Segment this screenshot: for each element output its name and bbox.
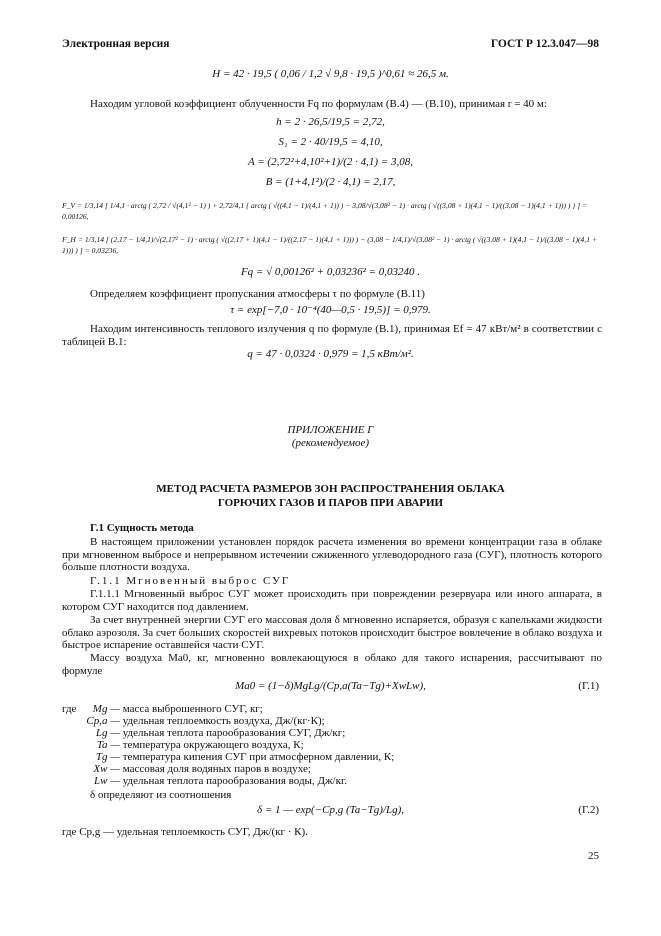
legend-text: удельная теплоемкость воздуха, Дж/(кг·К); [122,715,325,727]
formula-b: B = (1+4,1²)/(2 · 4,1) = 2,17, [265,176,396,188]
formula-fv: F_V = 1/3,14 [ 1/4,1 · arctg ( 2,72 / √(4,1² − 1) ) + 2,72/4,1 { arctg ( √((4,1 − 1)/(4,1 + 1)) ) − 3,08/√(3,08² − 1) · arctg ( √((3,08 + 1)(4,1 − 1)/((3,08 − 1)(4,1 + 1))) ) } ] = 0,00126, [62,201,588,221]
paragraph-cpg-definition: где Cp,g — удельная теплоемкость СУГ, Дж/(кг · К). [62,826,308,838]
legend-item [78,763,394,775]
legend-list [78,703,394,787]
legend-item [78,703,394,715]
legend-item [78,727,394,739]
section-heading: Г.1 Сущность метода [90,522,194,534]
legend-symbol: Lw — [94,775,120,787]
legend-text: температура окружающего воздуха, К; [122,739,304,751]
formula-g2: δ = 1 — exp(−Cp,g (Ta−Tg)/Lg), [256,804,405,816]
legend-symbol: Lg — [95,727,120,739]
formula-s1: S₁ = 2 · 40/19,5 = 4,10, [278,136,383,148]
formula-fq: Fq = √ 0,00126² + 0,03236² = 0,03240 . [240,266,421,278]
legend-symbol: Mg — [92,703,120,715]
formula-a: A = (2,72²+4,10²+1)/(2 · 4,1) = 3,08, [247,156,414,168]
legend-text: температура кипения СУГ при атмосферном давлении, К; [122,751,395,763]
legend-where-label: где [62,703,77,715]
formula-g1-number: (Г.1) [578,680,599,692]
appendix-title-line1: МЕТОД РАСЧЕТА РАЗМЕРОВ ЗОН РАСПРОСТРАНЕНИЯ ОБЛАКА [156,483,505,495]
paragraph-evaporation: За счет внутренней энергии СУГ его массовая доля δ мгновенно испаряется, образуя с капельками жидкости облако аэрозоля. За счет больших скоростей вихревых потоков происходит быстрое вовлечение в облако воздуха и быстрое испарение оставшейся части СУГ. [62,614,602,651]
legend-symbol: Cp,a — [86,715,120,727]
paragraph-q-intro: Находим интенсивность теплового излучения q по формуле (В.1), принимая Ef = 47 кВт/м² в соответствии с таблицей В.1: [62,323,602,348]
formula-g2-number: (Г.2) [578,804,599,816]
paragraph-tau-intro: Определяем коэффициент пропускания атмосферы τ по формуле (В.11) [90,288,425,300]
appendix-label: ПРИЛОЖЕНИЕ Г [287,424,374,436]
legend-item [78,751,394,763]
formula-h-small: h = 2 · 26,5/19,5 = 2,72, [276,116,385,128]
legend-text: масса выброшенного СУГ, кг; [122,703,263,715]
header-edition: Электронная версия [62,38,170,50]
legend-text: удельная теплота парообразования СУГ, Дж/кг; [122,727,346,739]
legend-text: удельная теплота парообразования воды, Дж/кг. [122,775,347,787]
formula-tau: τ = exp[−7,0 · 10⁻⁴(40—0,5 · 19,5)] = 0,979. [230,304,431,316]
paragraph-fq-intro: Находим угловой коэффициент облученности Fq по формулам (В.4) — (В.10), принимая r = 40 м: [90,98,547,110]
paragraph-intro: В настоящем приложении установлен порядок расчета изменения во времени концентрации газа в облаке при мгновенном выбросе и непрерывном истечении сжиженного углеводородного газа (СУГ), плотность которого больше плотности воздуха. [62,536,602,573]
page-number: 25 [588,850,599,862]
legend-item [78,715,394,727]
legend-symbol: Xw — [93,763,120,775]
appendix-note: (рекомендуемое) [291,437,370,449]
paragraph-air-mass: Массу воздуха Ma0, кг, мгновенно вовлекающуюся в облако для такого испарения, рассчитывают по формуле [62,652,602,677]
appendix-title-line2: ГОРЮЧИХ ГАЗОВ И ПАРОВ ПРИ АВАРИИ [217,497,444,509]
legend-item [78,739,394,751]
formula-q: q = 47 · 0,0324 · 0,979 = 1,5 кВт/м². [247,348,414,360]
paragraph-delta-intro: δ определяют из соотношения [90,789,232,801]
legend-item [78,775,394,787]
formula-fh: F_H = 1/3,14 [ (2,17 − 1/4,1)/√(2,17² − 1) · arctg ( √((2,17 + 1)(4,1 − 1)/((2,17 − 1)(4,1 + 1))) ) − (3,08 − 1/4,1)/√(3,08² − 1) · arctg ( √((3,08 + 1)(4,1 − 1)/((3,08 − 1)(4,1 + 1))) ) ] = 0,03236, [62,235,598,255]
paragraph-instant-release: Г.1.1.1 Мгновенный выброс СУГ может происходить при повреждении резервуара или иного аппарата, в котором СУГ находится под давлением. [62,588,602,613]
legend-symbol: Tg — [95,751,120,763]
legend-text: массовая доля водяных паров в воздухе; [122,763,311,775]
formula-h: H = 42 · 19,5 ( 0,06 / 1,2 √ 9,8 · 19,5 )^0,61 ≈ 26,5 м. [212,68,449,80]
legend-symbol: Ta — [96,739,120,751]
header-standard-code: ГОСТ Р 12.3.047—98 [490,38,599,50]
subsection-heading: Г.1.1 Мгновенный выброс СУГ [90,575,291,587]
formula-g1: Ma0 = (1−δ)MgLg/(Cp,a(Ta−Tg)+XwLw), [235,680,426,692]
